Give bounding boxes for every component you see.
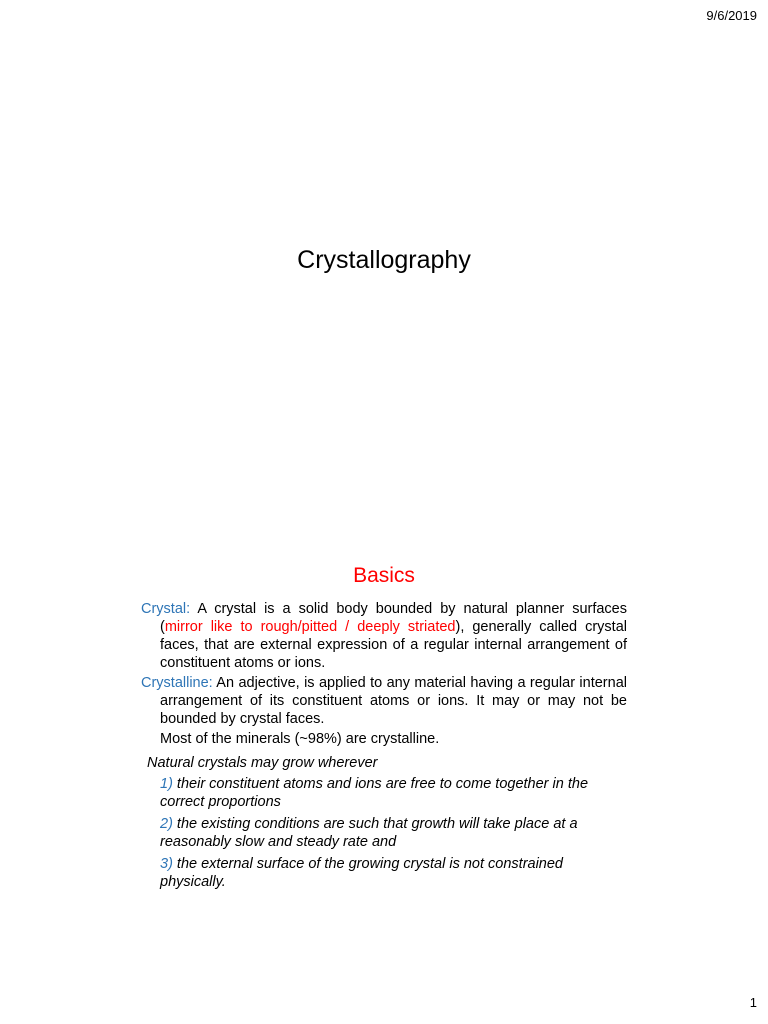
condition-item-3: [160, 855, 627, 891]
crystalline-text: An adjective, is applied to any material having a regular internal arrangement of its constituent atoms or ions. It may or may not be bounded by crystal faces.: [160, 675, 627, 727]
condition-text: the external surface of the growing crystal is not constrained physically.: [160, 856, 563, 890]
natural-crystals-lead: Natural crystals may grow wherever: [147, 755, 378, 771]
date-stamp: 9/6/2019: [706, 8, 757, 23]
section-title: Basics: [353, 564, 415, 587]
condition-item-2: [160, 815, 627, 851]
crystal-highlight: mirror like to rough/pitted / deeply striated: [164, 619, 456, 635]
crystal-definition: [141, 600, 627, 672]
page-number: 1: [749, 995, 757, 1010]
condition-number: 1): [160, 776, 173, 792]
minerals-note: Most of the minerals (~98%) are crystalline.: [160, 731, 440, 747]
condition-number: 3): [160, 856, 173, 872]
page-title: Crystallography: [297, 246, 471, 274]
crystal-text-after: ), generally called crystal faces, that are external expression of a regular internal arrangement of constituent atoms or ions.: [160, 619, 627, 671]
condition-text: their constituent atoms and ions are free to come together in the correct proportions: [160, 776, 589, 810]
crystal-term: Crystal:: [141, 601, 191, 617]
condition-text: the existing conditions are such that growth will take place at a reasonably slow and steady rate and: [160, 816, 578, 850]
crystalline-definition: [141, 674, 627, 728]
condition-number: 2): [160, 816, 173, 832]
slide-content: [141, 600, 627, 895]
crystalline-term: Crystalline:: [141, 675, 213, 691]
condition-item-1: [160, 775, 627, 811]
crystal-text-before: A crystal is a solid body bounded by natural planner surfaces (: [160, 601, 627, 635]
